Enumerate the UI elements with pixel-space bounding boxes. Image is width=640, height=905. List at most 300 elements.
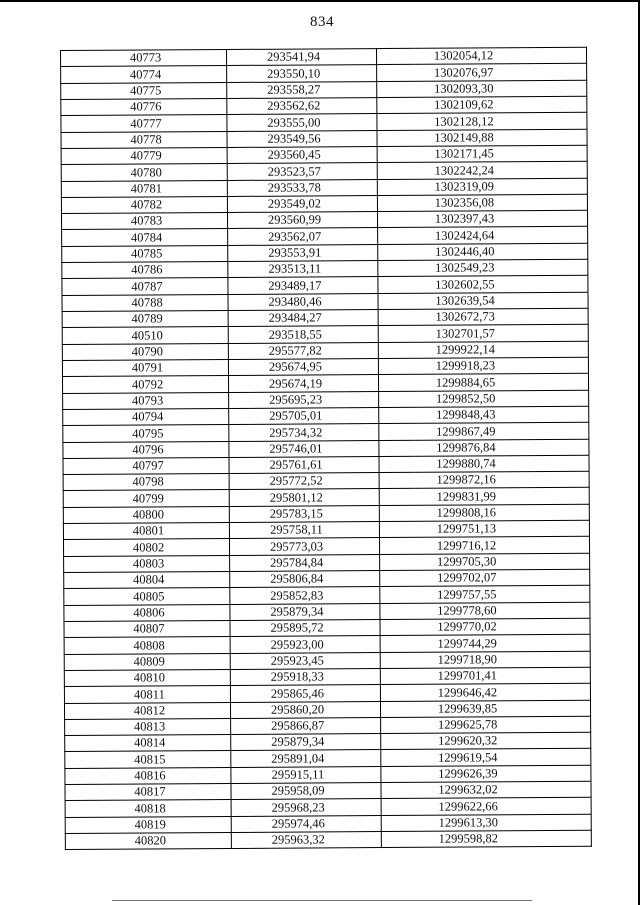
point-number-cell	[62, 327, 228, 344]
point-number-cell-text: 40819	[134, 817, 166, 832]
y-coordinate-cell	[377, 161, 587, 179]
y-coordinate-cell-text: 1302076,97	[433, 64, 494, 80]
x-coordinate-cell	[227, 212, 377, 229]
y-coordinate-cell-text: 1299716,12	[436, 538, 497, 553]
y-coordinate-cell	[379, 520, 589, 538]
y-coordinate-cell	[377, 64, 587, 82]
y-coordinate-cell-text: 1299639,85	[437, 701, 498, 716]
x-coordinate-cell	[230, 587, 380, 604]
point-number-cell	[63, 457, 229, 474]
point-number-cell	[65, 832, 231, 849]
y-coordinate-cell	[377, 210, 587, 228]
x-coordinate-cell-text: 295674,19	[268, 375, 323, 391]
x-coordinate-cell-text: 293560,45	[267, 147, 321, 162]
x-coordinate-cell	[227, 130, 377, 147]
y-coordinate-cell	[380, 569, 590, 587]
y-coordinate-cell	[380, 635, 590, 653]
y-coordinate-cell-text: 1299622,66	[438, 799, 498, 814]
x-coordinate-cell-text: 295963,32	[271, 832, 325, 848]
x-coordinate-cell	[230, 554, 380, 571]
y-coordinate-cell	[379, 488, 589, 506]
y-coordinate-cell-text: 1299770,02	[437, 619, 497, 634]
coordinates-table	[60, 47, 592, 851]
y-coordinate-cell	[379, 422, 589, 440]
y-coordinate-cell	[381, 765, 591, 783]
y-coordinate-cell	[378, 325, 588, 343]
point-number-cell-text: 40790	[131, 344, 164, 359]
y-coordinate-cell	[376, 47, 586, 65]
point-number-cell	[64, 686, 230, 703]
point-number-cell-text: 40510	[131, 328, 163, 343]
point-number-cell	[63, 523, 229, 540]
x-coordinate-cell-text: 295974,46	[271, 816, 325, 831]
y-coordinate-cell	[380, 586, 590, 604]
y-coordinate-cell-text: 1299867,49	[436, 423, 496, 439]
point-number-cell-text: 40812	[133, 703, 166, 718]
point-number-cell	[65, 784, 231, 801]
point-number-cell-text: 40775	[130, 83, 162, 98]
y-coordinate-cell	[381, 781, 591, 799]
point-number-cell-text: 40791	[131, 360, 164, 375]
point-number-cell	[64, 588, 230, 605]
x-coordinate-cell-text: 293480,46	[268, 294, 322, 309]
x-coordinate-cell	[226, 49, 376, 66]
y-coordinate-cell-text: 1299751,13	[436, 521, 497, 537]
point-number-cell	[62, 376, 228, 393]
point-number-cell	[63, 392, 229, 409]
x-coordinate-cell-text: 295806,84	[270, 571, 324, 587]
y-coordinate-cell-text: 1299778,60	[437, 603, 497, 618]
y-coordinate-cell-text: 1302093,30	[434, 81, 494, 96]
y-coordinate-cell-text: 1299598,82	[438, 831, 499, 847]
point-number-cell-text: 40818	[134, 801, 166, 816]
y-coordinate-cell	[381, 716, 591, 734]
point-number-cell-text: 40784	[130, 230, 163, 245]
y-coordinate-cell-text: 1299872,16	[436, 472, 496, 488]
x-coordinate-cell-text: 295860,20	[270, 702, 325, 717]
y-coordinate-cell-text: 1299701,41	[437, 668, 498, 683]
y-coordinate-cell-text: 1302054,12	[433, 48, 494, 64]
point-number-cell-text: 40785	[131, 246, 163, 261]
point-number-cell-text: 40776	[130, 99, 162, 114]
point-number-cell-text: 40805	[133, 588, 165, 604]
y-coordinate-cell-text: 1302672,73	[435, 309, 495, 325]
y-coordinate-cell	[378, 374, 588, 392]
y-coordinate-cell-text: 1299718,90	[437, 652, 497, 667]
y-coordinate-cell	[380, 667, 590, 685]
point-number-cell-text: 40808	[133, 637, 165, 653]
y-coordinate-cell	[379, 406, 589, 424]
table-body	[61, 47, 592, 850]
x-coordinate-cell-text: 293489,17	[268, 278, 322, 293]
y-coordinate-cell	[381, 749, 591, 767]
point-number-cell-text: 40794	[132, 409, 164, 424]
y-coordinate-cell-text: 1299646,42	[437, 684, 498, 700]
point-number-cell	[61, 164, 227, 181]
x-coordinate-cell-text: 295761,61	[269, 457, 323, 472]
y-coordinate-cell-text: 1302424,64	[434, 228, 495, 243]
x-coordinate-cell-text: 293553,91	[268, 245, 322, 260]
y-coordinate-cell-text: 1299702,07	[437, 570, 497, 586]
point-number-cell-text: 40799	[132, 491, 164, 506]
x-coordinate-cell-text: 295852,83	[270, 588, 324, 603]
x-coordinate-cell	[230, 619, 380, 636]
x-coordinate-cell-text: 293484,27	[268, 310, 322, 326]
x-coordinate-cell	[227, 179, 377, 196]
y-coordinate-cell-text: 1299848,43	[436, 407, 496, 422]
y-coordinate-cell-text: 1299831,99	[436, 489, 496, 504]
point-number-cell-text: 40797	[132, 458, 164, 473]
point-number-cell	[64, 571, 230, 588]
x-coordinate-cell	[230, 685, 380, 702]
x-coordinate-cell-text: 295923,45	[270, 653, 324, 668]
point-number-cell	[63, 506, 229, 523]
y-coordinate-cell-text: 1302171,45	[434, 146, 494, 161]
y-coordinate-cell-text: 1299852,50	[435, 391, 496, 406]
point-number-cell	[62, 245, 228, 262]
y-coordinate-cell	[378, 259, 588, 277]
point-number-cell-text: 40804	[133, 572, 165, 587]
table-row	[65, 830, 591, 850]
y-coordinate-cell	[378, 357, 588, 375]
point-number-cell	[62, 310, 228, 327]
x-coordinate-cell	[229, 505, 379, 522]
x-coordinate-cell	[228, 244, 378, 261]
point-number-cell-text: 40789	[131, 311, 163, 326]
x-coordinate-cell	[229, 456, 379, 473]
x-coordinate-cell	[228, 261, 378, 278]
x-coordinate-cell-text: 295674,95	[268, 359, 323, 374]
x-coordinate-cell	[231, 734, 381, 751]
x-coordinate-cell-text: 295915,11	[271, 767, 325, 782]
x-coordinate-cell	[229, 522, 379, 539]
y-coordinate-cell-text: 1299625,78	[437, 717, 498, 732]
point-number-cell-text: 40788	[131, 295, 163, 310]
point-number-cell	[65, 718, 231, 735]
x-coordinate-cell-text: 293562,07	[268, 229, 322, 244]
point-number-cell-text: 40774	[129, 67, 162, 82]
x-coordinate-cell	[227, 146, 377, 163]
point-number-cell	[62, 278, 228, 295]
point-number-cell-text: 40809	[133, 654, 165, 669]
y-coordinate-cell-text: 1299632,02	[438, 782, 498, 798]
point-number-cell-text: 40798	[132, 474, 164, 490]
y-coordinate-cell-text: 1299744,29	[437, 635, 497, 651]
y-coordinate-cell	[377, 145, 587, 163]
point-number-cell-text: 40810	[133, 670, 166, 685]
y-coordinate-cell	[380, 553, 590, 571]
x-coordinate-cell-text: 295958,09	[271, 783, 325, 799]
x-coordinate-cell	[228, 326, 378, 343]
y-coordinate-cell	[379, 439, 589, 457]
x-coordinate-cell-text: 293533,78	[267, 180, 321, 195]
point-number-cell	[61, 213, 227, 230]
y-coordinate-cell-text: 1302602,55	[435, 277, 495, 292]
y-coordinate-cell-text: 1302397,43	[434, 211, 495, 227]
x-coordinate-cell-text: 295923,00	[270, 636, 324, 652]
point-number-cell-text: 40816	[134, 768, 166, 783]
x-coordinate-cell	[228, 293, 378, 310]
x-coordinate-cell-text: 295577,82	[268, 343, 322, 358]
x-coordinate-cell	[229, 473, 379, 490]
y-coordinate-cell	[378, 308, 588, 326]
y-coordinate-cell	[378, 276, 588, 294]
y-coordinate-cell-text: 1299880,74	[436, 456, 496, 471]
x-coordinate-cell-text: 295865,46	[270, 685, 325, 701]
x-coordinate-cell	[227, 81, 377, 98]
y-coordinate-cell	[379, 455, 589, 473]
y-coordinate-cell-text: 1302242,24	[434, 162, 494, 178]
y-coordinate-cell-text: 1299619,54	[438, 750, 498, 765]
y-coordinate-cell	[381, 732, 591, 750]
point-number-cell-text: 40782	[130, 197, 163, 212]
y-coordinate-cell-text: 1302128,12	[434, 113, 494, 129]
point-number-cell-text: 40806	[133, 605, 165, 620]
point-number-cell-text: 40796	[132, 442, 164, 457]
point-number-cell-text: 40813	[133, 719, 166, 734]
point-number-cell-text: 40780	[130, 164, 162, 180]
x-coordinate-cell	[227, 195, 377, 212]
y-coordinate-cell	[377, 113, 587, 131]
x-coordinate-cell	[228, 277, 378, 294]
point-number-cell-text: 40803	[132, 556, 165, 571]
x-coordinate-cell-text: 295879,34	[271, 734, 325, 750]
scan-border-top	[0, 0, 640, 2]
x-coordinate-cell-text: 295879,34	[270, 604, 324, 619]
point-number-cell	[65, 800, 231, 817]
page-number: 834	[310, 14, 334, 30]
x-coordinate-cell	[231, 783, 381, 800]
y-coordinate-cell-text: 1299757,55	[437, 586, 497, 602]
x-coordinate-cell-text: 293549,02	[267, 196, 322, 211]
x-coordinate-cell-text: 293523,57	[267, 163, 321, 179]
x-coordinate-cell	[230, 636, 380, 653]
y-coordinate-cell	[380, 700, 590, 718]
x-coordinate-cell-text: 293562,62	[267, 98, 321, 113]
x-coordinate-cell	[229, 407, 379, 424]
point-number-cell-text: 40807	[133, 621, 165, 636]
point-number-cell-text: 40777	[130, 115, 162, 131]
x-coordinate-cell-text: 295758,11	[270, 522, 323, 538]
x-coordinate-cell-text: 293513,11	[268, 261, 322, 277]
y-coordinate-cell-text: 1299705,30	[436, 554, 497, 569]
x-coordinate-cell	[229, 538, 379, 555]
point-number-cell-text: 40773	[129, 50, 162, 65]
x-coordinate-cell-text: 295746,01	[269, 441, 323, 456]
point-number-cell	[63, 441, 229, 458]
point-number-cell	[61, 147, 227, 164]
y-coordinate-cell	[380, 651, 590, 669]
x-coordinate-cell-text: 293541,94	[266, 49, 321, 65]
x-coordinate-cell-text: 295866,87	[271, 718, 325, 733]
point-number-cell	[62, 343, 228, 360]
point-number-cell-text: 40787	[131, 279, 163, 294]
point-number-cell	[61, 115, 227, 132]
y-coordinate-cell	[379, 504, 589, 522]
x-coordinate-cell-text: 293560,99	[267, 212, 322, 228]
point-number-cell	[65, 816, 231, 833]
x-coordinate-cell	[231, 815, 381, 832]
point-number-cell	[61, 196, 227, 213]
point-number-cell	[64, 637, 230, 654]
x-coordinate-cell-text: 295772,52	[269, 473, 323, 489]
x-coordinate-cell-text: 293558,27	[267, 82, 321, 97]
point-number-cell-text: 40793	[131, 393, 164, 408]
point-number-cell	[61, 180, 227, 197]
x-coordinate-cell-text: 295783,15	[269, 506, 323, 521]
x-coordinate-cell-text: 295801,12	[269, 490, 323, 505]
y-coordinate-cell	[377, 129, 587, 147]
y-coordinate-cell	[379, 537, 589, 555]
point-number-cell	[62, 294, 228, 311]
x-coordinate-cell-text: 295695,23	[269, 392, 323, 407]
y-coordinate-cell-text: 1302639,54	[435, 293, 495, 308]
y-coordinate-cell	[381, 830, 591, 848]
y-coordinate-cell-text: 1299808,16	[436, 505, 497, 520]
x-coordinate-cell	[231, 766, 381, 783]
point-number-cell	[63, 539, 229, 556]
x-coordinate-cell	[229, 391, 379, 408]
x-coordinate-cell	[228, 228, 378, 245]
point-number-cell-text: 40802	[132, 540, 165, 555]
point-number-cell-text: 40786	[131, 262, 163, 277]
y-coordinate-cell	[377, 194, 587, 212]
x-coordinate-cell	[227, 65, 377, 82]
point-number-cell-text: 40820	[134, 833, 166, 848]
point-number-cell	[61, 131, 227, 148]
point-number-cell	[63, 425, 229, 442]
y-coordinate-cell-text: 1299922,14	[435, 342, 496, 357]
point-number-cell	[65, 751, 231, 768]
y-coordinate-cell-text: 1299876,84	[436, 440, 496, 455]
x-coordinate-cell-text: 295734,32	[269, 424, 323, 440]
x-coordinate-cell-text: 295784,84	[270, 555, 324, 570]
y-coordinate-cell	[380, 602, 590, 620]
point-number-cell-text: 40801	[132, 523, 165, 538]
y-coordinate-cell-text: 1302701,57	[435, 325, 495, 341]
point-number-cell	[64, 620, 230, 637]
point-number-cell	[61, 49, 227, 66]
x-coordinate-cell	[231, 750, 381, 767]
point-number-cell	[64, 555, 230, 572]
y-coordinate-cell	[379, 471, 589, 489]
y-coordinate-cell	[378, 243, 588, 261]
y-coordinate-cell	[380, 618, 590, 636]
x-coordinate-cell-text: 293550,10	[267, 66, 321, 81]
point-number-cell	[63, 474, 229, 491]
x-coordinate-cell-text: 295968,23	[271, 800, 325, 815]
x-coordinate-cell-text: 293549,56	[267, 131, 321, 146]
y-coordinate-cell-text: 1299884,65	[435, 374, 496, 390]
y-coordinate-cell-text: 1302319,09	[434, 179, 495, 194]
x-coordinate-cell-text: 295705,01	[269, 408, 323, 423]
y-coordinate-cell	[379, 390, 589, 408]
x-coordinate-cell	[228, 375, 378, 392]
point-number-cell-text: 40783	[130, 213, 163, 229]
x-coordinate-cell	[229, 489, 379, 506]
x-coordinate-cell	[227, 114, 377, 131]
y-coordinate-cell	[377, 96, 587, 114]
x-coordinate-cell	[231, 799, 381, 816]
x-coordinate-cell	[231, 717, 381, 734]
point-number-cell	[62, 359, 228, 376]
x-coordinate-cell	[228, 358, 378, 375]
coordinates-table-container	[60, 47, 592, 851]
y-coordinate-cell-text: 1302109,62	[434, 97, 494, 112]
y-coordinate-cell-text: 1302446,40	[435, 244, 495, 259]
y-coordinate-cell	[378, 227, 588, 245]
x-coordinate-cell	[231, 832, 381, 849]
point-number-cell-text: 40815	[134, 752, 166, 767]
x-coordinate-cell	[230, 652, 380, 669]
point-number-cell	[61, 66, 227, 83]
point-number-cell	[65, 767, 231, 784]
y-coordinate-cell-text: 1299620,32	[437, 733, 498, 749]
x-coordinate-cell-text: 295918,33	[270, 669, 324, 684]
y-coordinate-cell	[381, 814, 591, 832]
point-number-cell	[61, 98, 227, 115]
y-coordinate-cell	[378, 292, 588, 310]
point-number-cell	[64, 702, 230, 719]
y-coordinate-cell-text: 1302149,88	[434, 130, 494, 145]
point-number-cell-text: 40811	[133, 686, 165, 702]
point-number-cell-text: 40781	[130, 181, 163, 196]
x-coordinate-cell	[229, 440, 379, 457]
point-number-cell	[64, 604, 230, 621]
point-number-cell-text: 40779	[130, 148, 162, 163]
point-number-cell	[64, 669, 230, 686]
x-coordinate-cell-text: 293518,55	[268, 327, 322, 342]
y-coordinate-cell-text: 1302356,08	[434, 195, 495, 210]
y-coordinate-cell	[377, 80, 587, 98]
point-number-cell-text: 40817	[134, 784, 166, 799]
point-number-cell-text: 40800	[132, 507, 165, 522]
y-coordinate-cell-text: 1302549,23	[435, 260, 495, 276]
point-number-cell	[64, 653, 230, 670]
point-number-cell	[61, 82, 227, 99]
x-coordinate-cell	[230, 668, 380, 685]
x-coordinate-cell	[228, 342, 378, 359]
point-number-cell	[65, 735, 231, 752]
point-number-cell-text: 40795	[132, 425, 164, 441]
page-bottom-rule	[112, 900, 532, 901]
point-number-cell	[63, 408, 229, 425]
x-coordinate-cell-text: 295895,72	[270, 620, 324, 635]
x-coordinate-cell	[227, 163, 377, 180]
point-number-cell-text: 40814	[134, 735, 166, 750]
x-coordinate-cell	[228, 310, 378, 327]
y-coordinate-cell-text: 1299626,39	[438, 766, 498, 781]
point-number-cell	[62, 262, 228, 279]
x-coordinate-cell	[230, 603, 380, 620]
y-coordinate-cell	[381, 798, 591, 816]
x-coordinate-cell	[230, 571, 380, 588]
point-number-cell-text: 40792	[131, 376, 164, 392]
x-coordinate-cell-text: 295891,04	[271, 751, 325, 766]
x-coordinate-cell-text: 293555,00	[267, 114, 321, 130]
y-coordinate-cell-text: 1299918,23	[435, 358, 496, 373]
y-coordinate-cell	[378, 341, 588, 359]
point-number-cell	[62, 229, 228, 246]
point-number-cell	[63, 490, 229, 507]
x-coordinate-cell	[230, 701, 380, 718]
x-coordinate-cell-text: 295773,03	[269, 539, 324, 554]
y-coordinate-cell-text: 1299613,30	[438, 815, 498, 830]
y-coordinate-cell	[380, 683, 590, 701]
y-coordinate-cell	[377, 178, 587, 196]
x-coordinate-cell	[227, 98, 377, 115]
point-number-cell-text: 40778	[130, 132, 162, 147]
